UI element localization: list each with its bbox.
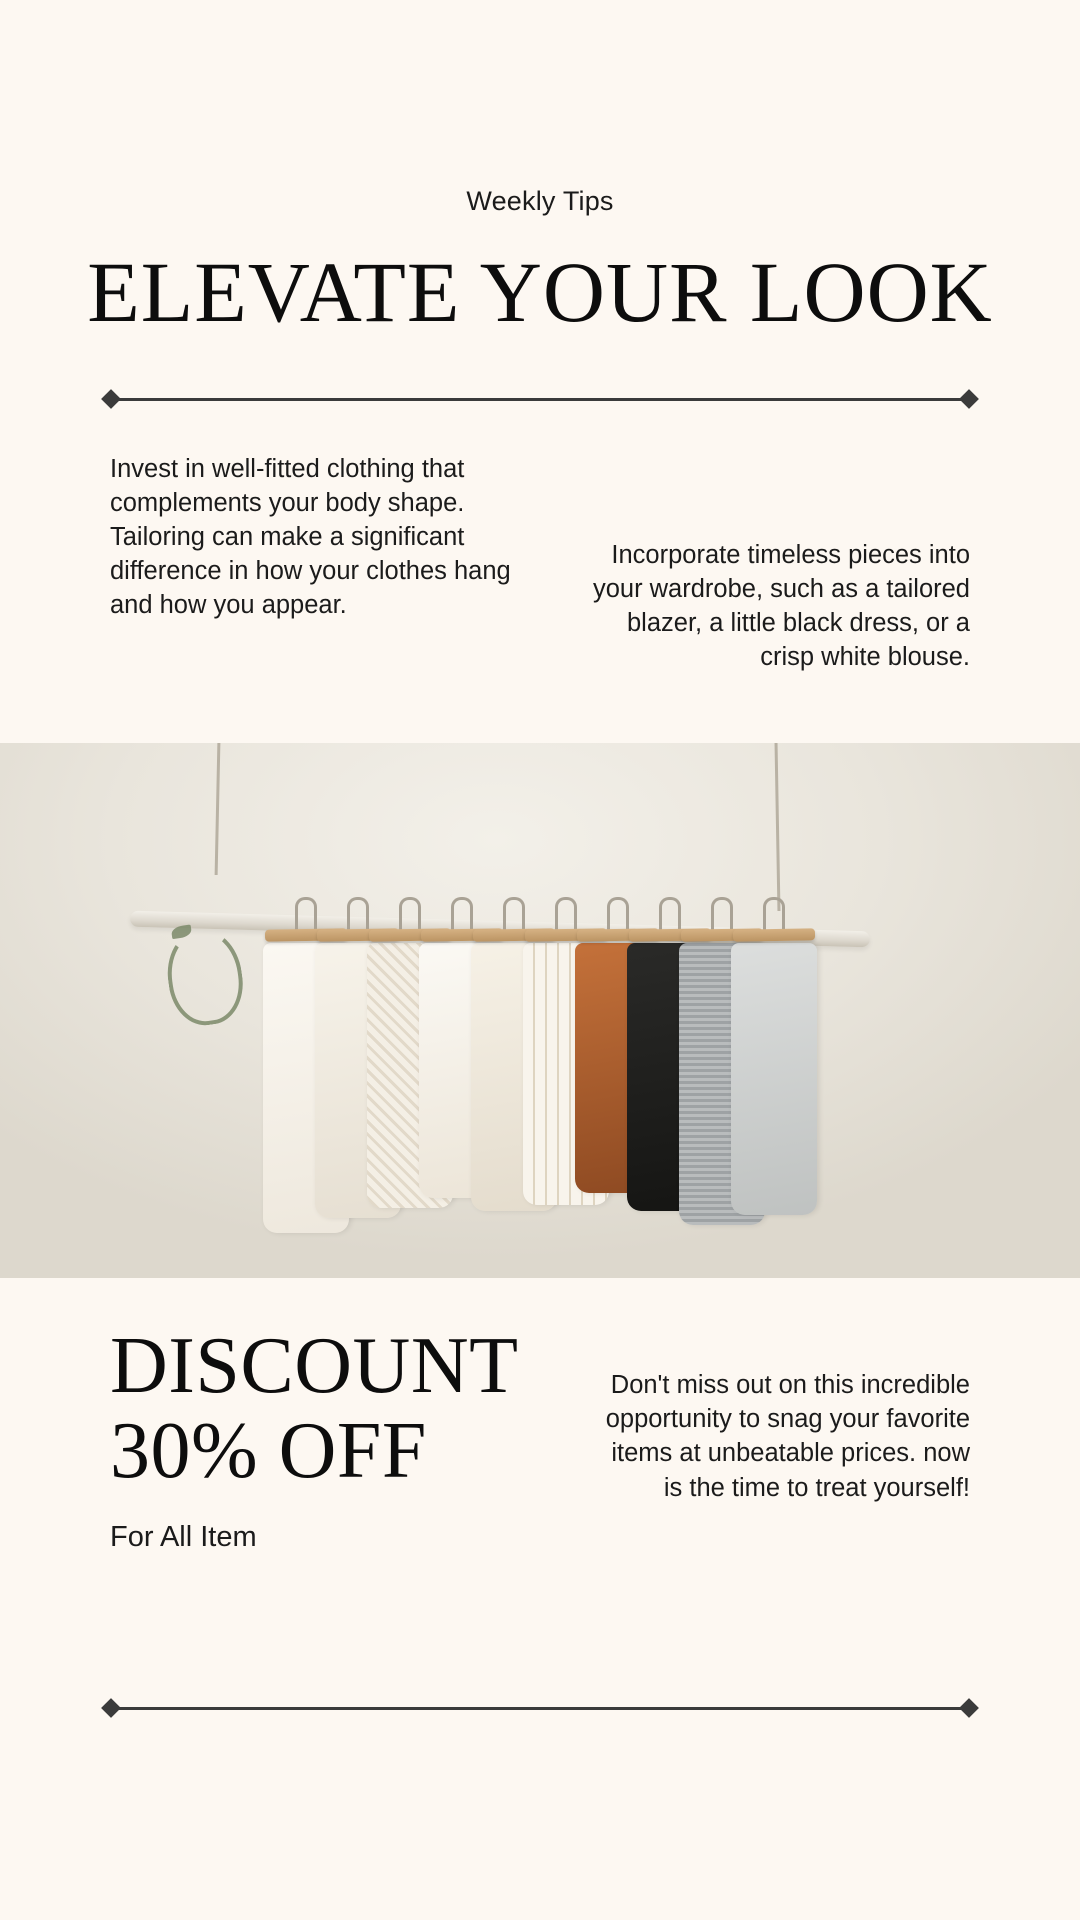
diamond-right-icon xyxy=(959,389,979,409)
offer-section xyxy=(0,1278,1080,1920)
divider-bottom xyxy=(104,1696,976,1720)
divider-top xyxy=(104,387,976,411)
garment-item xyxy=(731,943,817,1215)
page-title: ELEVATE YOUR LOOK xyxy=(87,244,993,340)
diamond-right-icon xyxy=(959,1698,979,1718)
discount-title-line1: DISCOUNT xyxy=(110,1321,519,1410)
divider-line xyxy=(117,1707,963,1710)
eyebrow-text: Weekly Tips xyxy=(466,186,614,216)
discount-subtitle: For All Item xyxy=(110,1520,257,1553)
diamond-left-icon xyxy=(101,1698,121,1718)
tip-text-right: Incorporate timeless pieces into your wardrobe, such as a tailored blazer, a little black dress, or a crisp white blouse. xyxy=(592,541,970,671)
header-section xyxy=(0,0,1080,675)
clothing-rack-photo xyxy=(0,743,1080,1278)
tips-columns xyxy=(0,411,1080,675)
tip-text-left: Invest in well-fitted clothing that complements your body shape. Tailoring can make a significant difference in how your clothes hang and how you appear. xyxy=(110,455,511,619)
photo-fade-overlay xyxy=(0,1218,1080,1278)
divider-line xyxy=(117,398,963,401)
discount-title-line2: 30% OFF xyxy=(110,1407,427,1496)
diamond-left-icon xyxy=(101,389,121,409)
promo-copy: Don't miss out on this incredible opportunity to snag your favorite items at unbeatable prices. now is the time to treat yourself! xyxy=(605,1370,970,1502)
discount-block xyxy=(110,1321,580,1920)
